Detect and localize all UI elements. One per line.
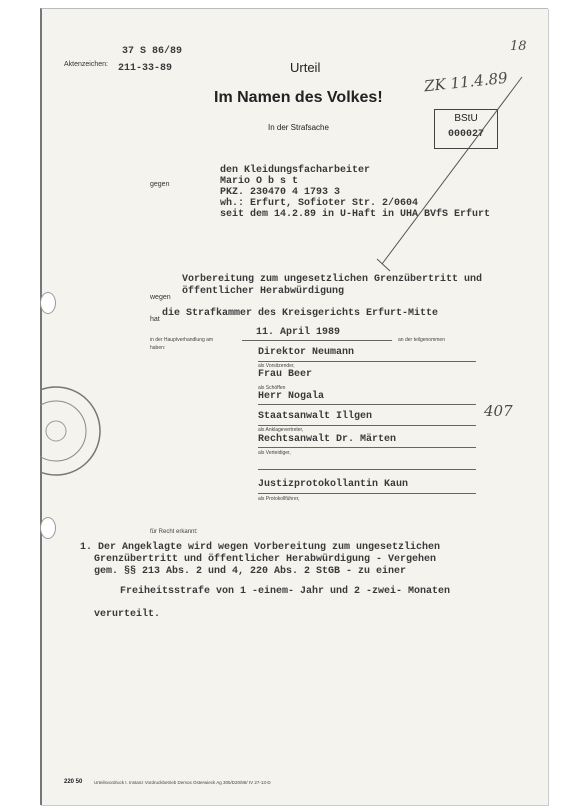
participant-line	[258, 447, 476, 448]
handwritten-date-note: ZK 11.4.89	[423, 68, 509, 96]
verdict-label: für Recht erkannt:	[150, 529, 198, 535]
verdict-line-4: Freiheitsstrafe von 1 -einem- Jahr und 2 -zwei- Monaten	[120, 586, 451, 597]
participant-line	[258, 404, 476, 405]
date-underline	[242, 340, 392, 341]
pencil-stroke	[42, 9, 548, 805]
participant-name: Direktor Neumann	[258, 347, 355, 358]
bstu-stamp-number: 000027	[447, 129, 484, 140]
aktenzeichen-label: Aktenzeichen:	[64, 61, 108, 68]
gegen-label: gegen	[150, 181, 170, 188]
participant-role: als Verteidiger,	[258, 450, 291, 456]
verdict-line-1: 1. Der Angeklagte wird wegen Vorbereitung zum ungesetzlichen	[80, 542, 441, 553]
participant-line	[258, 469, 476, 470]
participant-role: als Vorsitzender,	[258, 363, 295, 369]
court-seal	[40, 381, 116, 481]
haben-label: haben:	[150, 345, 166, 351]
document-title: Urteil	[290, 60, 321, 75]
participant-name: Herr Nogala	[258, 391, 325, 402]
footer-code: 220 50	[64, 779, 83, 785]
hat-label: hat	[150, 316, 160, 323]
participant-line	[258, 493, 476, 494]
verdict-line-5: verurteilt.	[94, 609, 161, 620]
bstu-stamp-org: BStU	[454, 113, 478, 124]
defendant-line: den Kleidungsfacharbeiter	[220, 165, 371, 176]
strafsache-label: In der Strafsache	[268, 123, 329, 132]
defendant-line: Mario O b s t	[220, 176, 299, 187]
document-page	[40, 8, 548, 805]
footer-text: Urteilsvordruck I. Instanz Vordruckbetrieb Demos Osterwieck Ag 305/D20/88/ IV 27-13-D	[94, 780, 271, 785]
aktenzeichen-1: 37 S 86/89	[122, 46, 183, 57]
participant-name: Staatsanwalt Illgen	[258, 411, 373, 422]
hauptverhandlung-label: in der Hauptverhandlung am	[150, 337, 214, 343]
participant-role: als Anklagevertreter,	[258, 427, 304, 433]
charge-line-1: Vorbereitung zum ungesetzlichen Grenzübertritt und	[182, 274, 483, 285]
verdict-line-2: Grenzübertritt und öffentlicher Herabwürdigung - Vergehen	[94, 554, 437, 565]
teilgenommen-label: an der teilgenommen	[398, 337, 445, 343]
handwritten-side-note: 407	[484, 402, 513, 420]
main-title: Im Namen des Volkes!	[214, 89, 383, 106]
participant-name: Justizprotokollantin Kaun	[258, 479, 409, 490]
participant-role: als Schöffen	[258, 385, 286, 391]
defendant-line: seit dem 14.2.89 in U-Haft in UHA BVfS Erfurt	[220, 209, 491, 220]
participant-line	[258, 361, 476, 362]
participant-name: Rechtsanwalt Dr. Märten	[258, 434, 397, 445]
participant-name: Frau Beer	[258, 369, 313, 380]
charge-line-2: öffentlicher Herabwürdigung	[182, 286, 345, 297]
hearing-date: 11. April 1989	[256, 327, 341, 338]
aktenzeichen-2: 211-33-89	[118, 63, 173, 74]
participant-line	[258, 425, 476, 426]
wegen-label: wegen	[150, 294, 171, 301]
defendant-line: PKZ. 230470 4 1793 3	[220, 187, 341, 198]
court-text: die Strafkammer des Kreisgerichts Erfurt-Mitte	[162, 308, 439, 319]
handwritten-corner-number: 18	[510, 39, 527, 54]
verdict-line-3: gem. §§ 213 Abs. 2 und 4, 220 Abs. 2 StGB - zu einer	[94, 566, 407, 577]
defendant-line: wh.: Erfurt, Sofioter Str. 2/0604	[220, 198, 419, 209]
participant-role: als Protokollführer,	[258, 496, 300, 502]
